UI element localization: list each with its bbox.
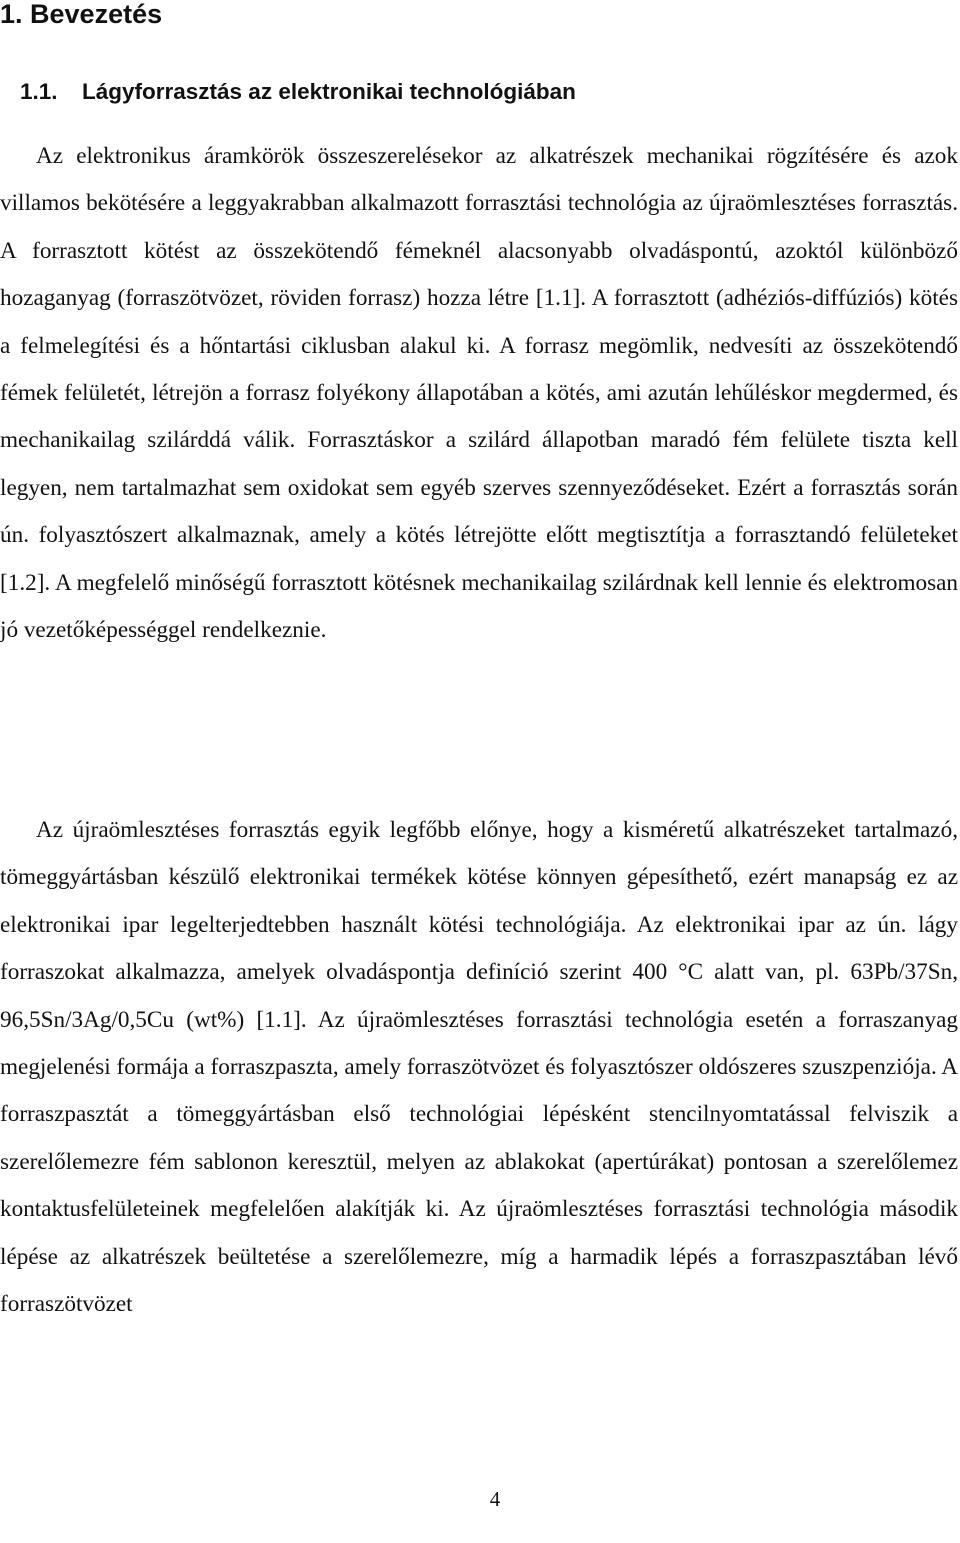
- paragraph-1: Az elektronikus áramkörök összeszerelésekor az alkatrészek mechanikai rögzítésére és azok villamos bekötésére a leggyakrabban alkalmazott forrasztási technológia az újraömlesztéses forrasztás. A forrasztott kötést az összekötendő fémeknél alacsonyabb olvadáspontú, azoktól különböző hozaganyag (forraszötvözet, röviden forrasz) hozza létre [1.1]. A forrasztott (adhéziós-diffúziós) kötés a felmelegítési és a hőntartási ciklusban alakul ki. A forrasz megömlik, nedvesíti az összekötendő fémek felületét, létrejön a forrasz folyékony állapotában a kötés, ami azután lehűléskor megdermed, és mechanikailag szilárddá válik. Forrasztáskor a szilárd állapotban maradó fém felülete tiszta kell legyen, nem tartalmazhat sem oxidokat sem egyéb szerves szennyeződéseket. Ezért a forrasztás során ún. folyasztószert alkalmaznak, amely a kötés létrejötte előtt megtisztítja a forrasztandó felületeket [1.2]. A megfelelő minőségű forrasztott kötésnek mechanikailag szilárdnak kell lennie és elektromosan jó vezetőképességgel rendelkeznie.: [0, 143, 958, 644]
- section-heading: [20, 72, 576, 112]
- chapter-heading: 1. Bevezetés: [0, 0, 163, 29]
- paragraph-2: Az újraömlesztéses forrasztás egyik legfőbb előnye, hogy a kisméretű alkatrészeket tartalmazó, tömeggyártásban készülő elektronikai termékek kötése könnyen gépesíthető, ezért manapság ez az elektronikai ipar legelterjedtebben használt kötési technológiája. Az elektronikai ipar az ún. lágy forraszokat alkalmazza, amelyek olvadáspontja definíció szerint 400 °C alatt van, pl. 63Pb/37Sn, 96,5Sn/3Ag/0,5Cu (wt%) [1.1]. Az újraömlesztéses forrasztási technológia esetén a forraszanyag megjelenési formája a forraszpaszta, amely forraszötvözet és folyasztószer oldószeres szuszpenziója. A forraszpasztát a tömeggyártásban első technológiai lépésként stencilnyomtatással felviszik a szerelőlemezre fém sablonon keresztül, melyen az ablakokat (apertúrákat) pontosan a szerelőlemez kontaktusfelületeinek megfelelően alakítják ki. Az újraömlesztéses forrasztási technológia második lépése az alkatrészek beültetése a szerelőlemezre, míg a harmadik lépés a forraszpasztában lévő forraszötvözet: [0, 817, 959, 1318]
- section-number: 1.1.: [20, 79, 58, 104]
- page-number: 4: [489, 1487, 501, 1511]
- section-title: Lágyforrasztás az elektronikai technológiában: [82, 79, 576, 104]
